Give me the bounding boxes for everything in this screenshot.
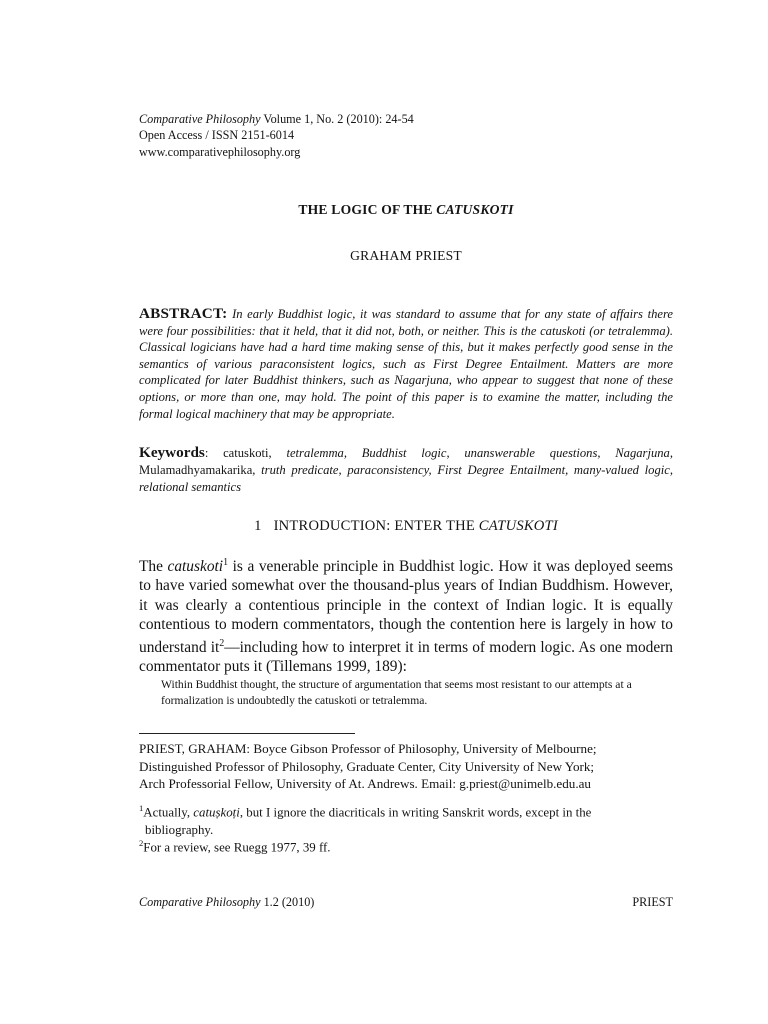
footnote-2: $^2$For a review, see Ruegg 1977, 39 ff. [139,838,331,855]
footer-issue: 1.2 (2010) [260,895,315,909]
abstract-text: In early Buddhist logic, it was standard to assume that for any state of affairs there were four possibilities: that it held, that it did not, both, or neither. This is the catuskoti (or tetralemma). Classical logicians have had a hard time making sense of this, but it makes perfectly good sense in the semantics of various paraconsistent logics, such as First Degree Entailment. Matters are more complicated for later Buddhist thinkers, such as Nagarjuna, who appear to suggest that none of these options, or more than one, may hold. The point of this paper is to examine the matter, including the formal logical machinery that may be appropriate. [139,307,673,421]
footnote-ref-2[interactable]: 2 [219,637,225,649]
footer-author: PRIEST [632,895,673,909]
journal-header [139,111,414,160]
volume-info: Volume 1, No. 2 (2010): 24-54 [263,112,414,126]
block-quote: Within Buddhist thought, the structure of argumentation that seems most resistant to our attempts at a formalization is undoubtedly the catuskoti or tetralemma. [161,678,632,707]
citation-line [139,111,414,127]
footnote-1: $^1$Actually, catuṣkoṭi, but I ignore the diacriticals in writing Sanskrit words, except in the bibliography. [139,803,592,837]
access-line: Open Access / ISSN 2151-6014 [139,128,295,143]
author-name: GRAHAM PRIEST [350,248,462,263]
footnote-ref-1[interactable]: 1 [223,557,229,568]
title-emphasis: CATUSKOTI [436,202,514,217]
abstract [139,306,673,422]
body-paragraph: The catuskoti$^1$ is a venerable principle in Buddhist logic. How it was deployed seems to have varied somewhat over the thousand-plus years of Indian Buddhism. However, it was clearly a contentious principle in the context of Indian logic. It is equally contentious to modern commentators, though the contention here is largely in how to understand $it^2—including$ how to interpret it in terms of modern logic. As one modern commentator puts it (Tillemans 1999, 189): [139,557,674,676]
keywords-label: Keywords [139,444,205,461]
section-number: 1 [254,518,262,534]
journal-name: Comparative Philosophy [139,112,261,126]
section-heading: 1 INTRODUCTION: ENTER THE CATUSKOTI [254,518,558,534]
website-link[interactable]: www.comparativephilosophy.org [139,144,301,159]
footnote-divider [139,733,355,734]
author-affiliation: PRIEST, GRAHAM: Boyce Gibson Professor of Philosophy, University of Melbourne; Distinguished Professor of Philosophy, Graduate Center, City University of New York; Arch Professorial Fellow, University of At. Andrews. Email: g.priest@unimelb.edu.au [139,741,597,792]
footer-journal: Comparative Philosophy [139,895,261,909]
page-footer [139,895,673,910]
keywords: Keywords: catuskoti, tetralemma, Buddhist logic, unanswerable questions, Nagarjuna, Mulamadhyamakarika, truth predicate, paraconsistency, First Degree Entailment, many-valued logic, relational semantics [139,444,674,494]
abstract-label: ABSTRACT: [139,305,228,322]
paper-title: THE LOGIC OF THE CATUSKOTI [298,202,514,217]
